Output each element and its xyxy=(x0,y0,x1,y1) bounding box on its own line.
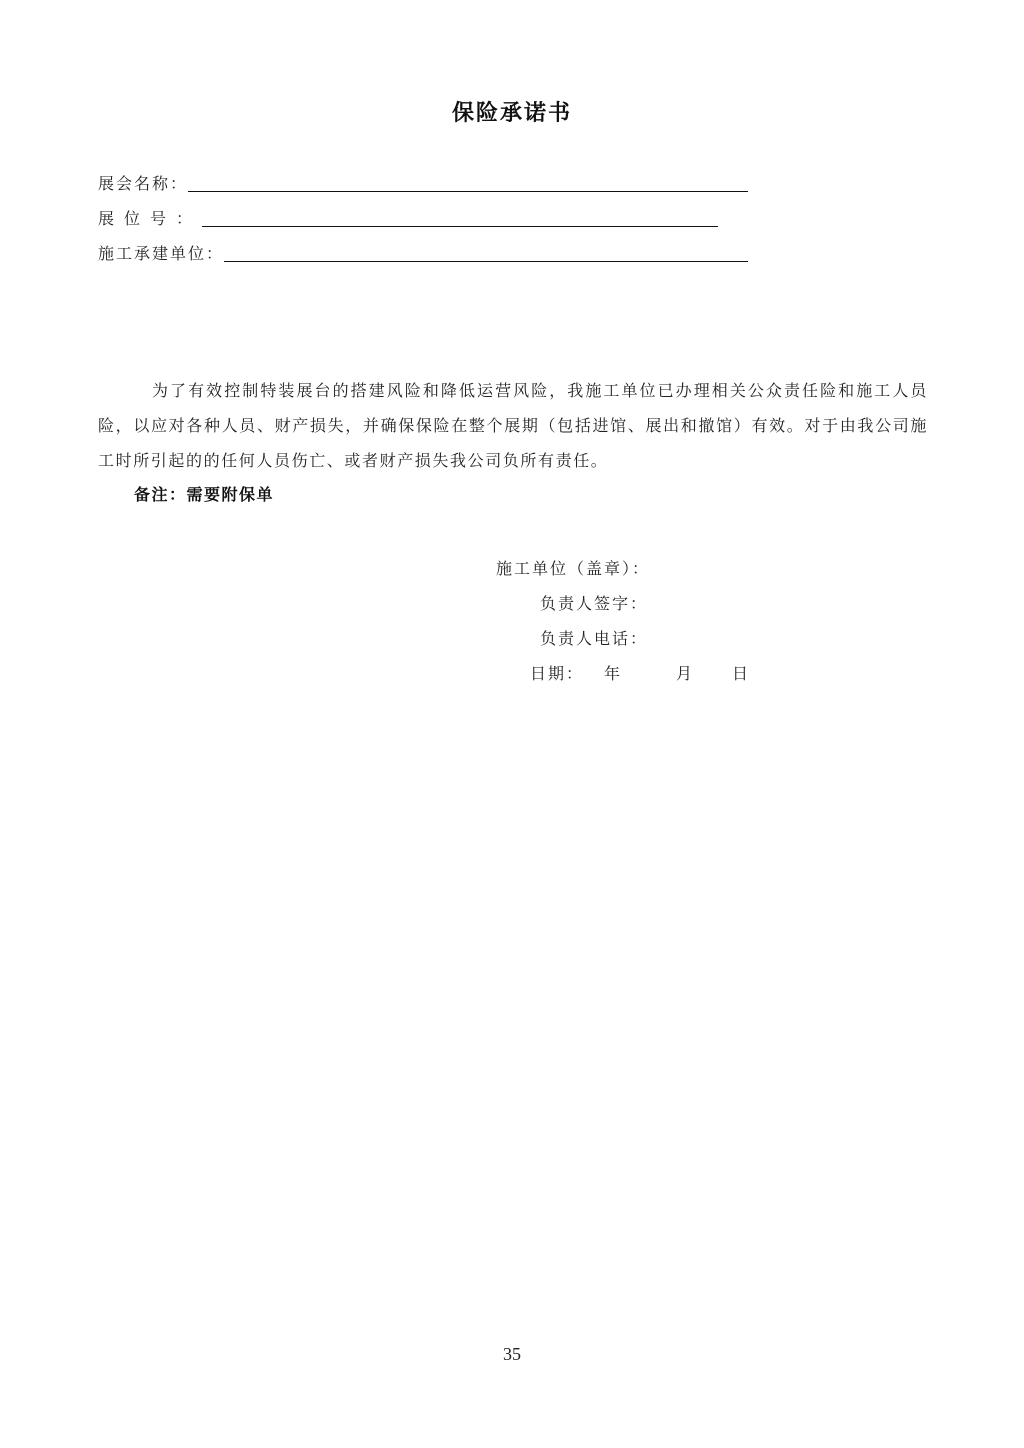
date-month: 月 xyxy=(676,664,695,683)
blank-underline xyxy=(188,171,748,192)
field-label: 施工承建单位： xyxy=(98,244,225,263)
field-construction-contractor xyxy=(98,235,748,265)
page-number: 35 xyxy=(503,1344,521,1364)
document-title: 保险承诺书 xyxy=(451,101,572,126)
date-year: 年 xyxy=(604,664,623,683)
date-label: 日期： xyxy=(530,664,585,683)
field-booth-number xyxy=(98,200,718,230)
remark-note: 备注：需要附保单 xyxy=(134,485,275,504)
field-label: 展位号： xyxy=(98,209,203,228)
person-phone-label: 负责人电话： xyxy=(540,629,649,648)
blank-underline xyxy=(224,241,748,262)
field-exhibition-name xyxy=(98,165,748,195)
blank-underline xyxy=(202,206,718,227)
date-day: 日 xyxy=(732,664,751,683)
person-signature-label: 负责人签字： xyxy=(540,594,649,613)
commitment-paragraph: 为了有效控制特装展台的搭建风险和降低运营风险，我施工单位已办理相关公众责任险和施工人员险，以应对各种人员、财产损失，并确保保险在整个展期（包括进馆、展出和撤馆）有效。对于由我公司施工时所引起的的任何人员伤亡、或者财产损失我公司负所有责任。 xyxy=(98,381,928,470)
unit-seal-label: 施工单位（盖章）： xyxy=(496,559,651,578)
field-label: 展会名称： xyxy=(98,174,189,193)
